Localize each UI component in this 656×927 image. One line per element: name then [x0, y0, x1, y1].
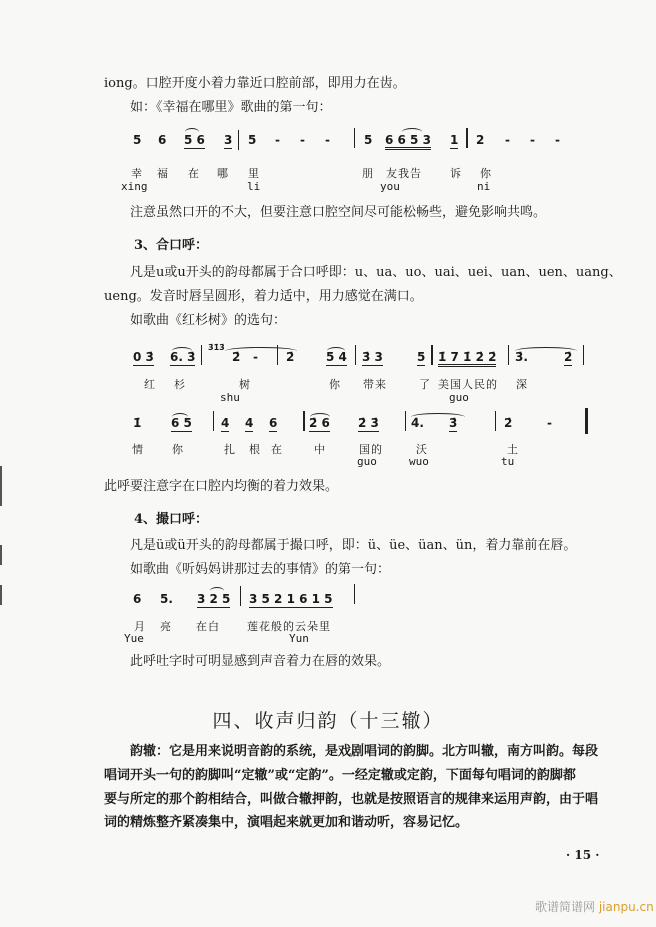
lyric: 深 — [516, 378, 528, 391]
pinyin: guo — [357, 455, 377, 468]
lyric: 你 — [172, 443, 184, 456]
page-number: · 15 · — [566, 848, 600, 862]
lyric: 福 — [157, 167, 169, 180]
lyric: 情 — [132, 443, 144, 456]
note: - — [555, 133, 560, 147]
lyric: 莲花般的云朵里 — [247, 620, 331, 633]
lyric: 在 — [271, 443, 283, 456]
paragraph: iong。口腔开度小着力靠近口腔前部，即用力在齿。 — [104, 76, 406, 91]
barline — [213, 411, 214, 431]
pinyin: wuo — [409, 455, 429, 468]
lyric: 树 — [239, 378, 251, 391]
scan-edge — [0, 585, 2, 605]
note: 1 — [450, 133, 459, 147]
paragraph: 韵辙：它是用来说明音韵的系统，是戏剧唱词的韵脚。北方叫辙，南方叫韵。每段 — [130, 744, 599, 759]
paragraph: ueng。发音时唇呈圆形，着力适中，用力感觉在满口。 — [104, 289, 423, 304]
pinyin: Yun — [289, 632, 309, 645]
chapter-heading: 四、收声归韵（十三辙） — [212, 710, 444, 732]
pinyin: shu — [220, 391, 240, 404]
note: - — [275, 133, 280, 147]
note: 3̇ — [449, 416, 458, 430]
note: 6 — [133, 592, 142, 606]
lyric: 亮 — [160, 620, 172, 633]
note: 3 2 5 — [197, 592, 231, 606]
pinyin: li — [247, 180, 261, 193]
pinyin: ni — [477, 180, 491, 193]
note: 5 4 — [326, 350, 347, 364]
note: - — [325, 133, 330, 147]
pinyin: you — [380, 180, 400, 193]
barline — [277, 345, 278, 365]
paragraph: 如歌曲《听妈妈讲那过去的事情》的第一句： — [130, 562, 391, 577]
paragraph: 注意虽然口开的不大，但要注意口腔空间尽可能松畅些，避免影响共鸣。 — [130, 205, 547, 220]
note: 6 — [269, 416, 278, 430]
note: 2 — [476, 133, 485, 147]
barline — [466, 128, 468, 148]
pinyin: guo — [449, 391, 469, 404]
scan-edge — [0, 545, 2, 565]
note: 3̇ 3 — [362, 350, 383, 364]
paragraph: 如歌曲《红杉树》的选句： — [130, 313, 287, 328]
paragraph: 凡是ü或ü开头的韵母都属于撮口呼，即：ü、üe、üan、ün，着力靠前在唇。 — [130, 538, 577, 553]
lyric: 诉 — [450, 167, 462, 180]
note: 6 6 5 3 — [385, 133, 431, 150]
note: - — [300, 133, 305, 147]
lyric: 你 — [329, 378, 341, 391]
paragraph: 凡是u或u开头的韵母都属于合口呼即：u、ua、uo、uai、uei、uan、uen、uang、 — [130, 265, 622, 280]
note: 5 — [133, 133, 142, 147]
grace-note: 3̇1̇3̇ — [208, 343, 225, 352]
barline — [355, 345, 356, 365]
note: 5 — [248, 133, 257, 147]
note: 2̇ — [564, 350, 573, 364]
note: 5 — [364, 133, 373, 147]
final-barline — [585, 408, 588, 434]
note: 6 — [158, 133, 167, 147]
lyric: 美国人民的 — [438, 378, 498, 391]
lyric: 扎 — [224, 443, 236, 456]
note: 5 — [417, 350, 426, 364]
note: 1̇ 7 1̇ 2̇ 2̇ — [438, 350, 496, 367]
note: 4 — [245, 416, 254, 430]
section-heading: 4、撮口呼： — [134, 512, 209, 527]
note: 5. — [160, 592, 173, 606]
note: 2̇ — [232, 350, 241, 364]
barline — [405, 411, 406, 431]
note: 3 — [224, 133, 233, 147]
note: 3 5 2 1 6 1 5 — [249, 592, 333, 606]
note: - — [253, 350, 258, 364]
lyric: 你 — [480, 167, 492, 180]
lyric: 友我告 — [386, 167, 422, 180]
note: 4 — [221, 416, 230, 430]
watermark-text: 歌谱简谱网 — [535, 900, 599, 914]
note: 5 6 — [184, 133, 205, 147]
barline — [583, 345, 584, 365]
note: - — [547, 416, 552, 430]
lyric: 杉 — [174, 378, 186, 391]
lyric: 朋 — [362, 167, 374, 180]
paragraph: 此呼吐字时可明显感到声音着力在唇的效果。 — [130, 654, 391, 669]
lyric: 中 — [314, 443, 326, 456]
watermark — [535, 898, 654, 915]
barline — [240, 586, 241, 606]
pinyin: Yue — [124, 632, 144, 645]
scan-edge — [0, 466, 2, 506]
lyric: 月 — [134, 620, 146, 633]
lyric: 沃 — [416, 443, 428, 456]
barline — [354, 128, 355, 148]
note: 3̇. — [515, 350, 528, 364]
paragraph: 词的精炼整齐紧凑集中，演唱起来就更加和谐动听，容易记忆。 — [104, 815, 469, 830]
lyric: 了 — [419, 378, 431, 391]
note: 0 3̇ — [133, 350, 154, 364]
barline — [431, 345, 433, 365]
note: 2̇ 3̇ — [358, 416, 379, 430]
lyric: 土 — [507, 443, 519, 456]
section-heading: 3、合口呼： — [134, 238, 209, 253]
lyric: 红 — [144, 378, 156, 391]
note: - — [530, 133, 535, 147]
lyric: 国的 — [359, 443, 383, 456]
paragraph: 如：《幸福在哪里》歌曲的第一句： — [130, 100, 332, 115]
note: 6. 3̇ — [170, 350, 196, 364]
lyric: 在白 — [196, 620, 220, 633]
note: 2̇ 6 — [309, 416, 330, 430]
barline — [495, 411, 496, 431]
note: 6 5 — [171, 416, 192, 430]
paragraph: 此呼要注意字在口腔内均衡的着力效果。 — [104, 479, 339, 494]
barline — [303, 411, 305, 431]
barline — [201, 345, 202, 365]
barline — [508, 345, 509, 365]
note: 2̇ — [504, 416, 513, 430]
barline — [354, 584, 355, 604]
paragraph: 要与所定的那个韵相结合，叫做合辙押韵，也就是按照语言的规律来运用声韵，由于唱 — [104, 792, 599, 807]
lyric: 幸 — [131, 167, 143, 180]
lyric: 里 — [248, 167, 260, 180]
lyric: 根 — [249, 443, 261, 456]
lyric: 哪 — [217, 167, 229, 180]
note: 2̇ — [286, 350, 295, 364]
note: 4̇. — [411, 416, 424, 430]
barline — [238, 130, 239, 150]
lyric: 带来 — [363, 378, 387, 391]
paragraph: 唱词开头一句的韵脚叫“定辙”或“定韵”。一经定辙或定韵，下面每句唱词的韵脚都 — [104, 768, 576, 783]
pinyin: xing — [121, 180, 148, 193]
watermark-domain: jianpu.cn — [598, 900, 654, 914]
pinyin: tu — [501, 455, 515, 468]
note: - — [505, 133, 510, 147]
lyric: 在 — [188, 167, 200, 180]
note: 1̇ — [133, 416, 142, 430]
